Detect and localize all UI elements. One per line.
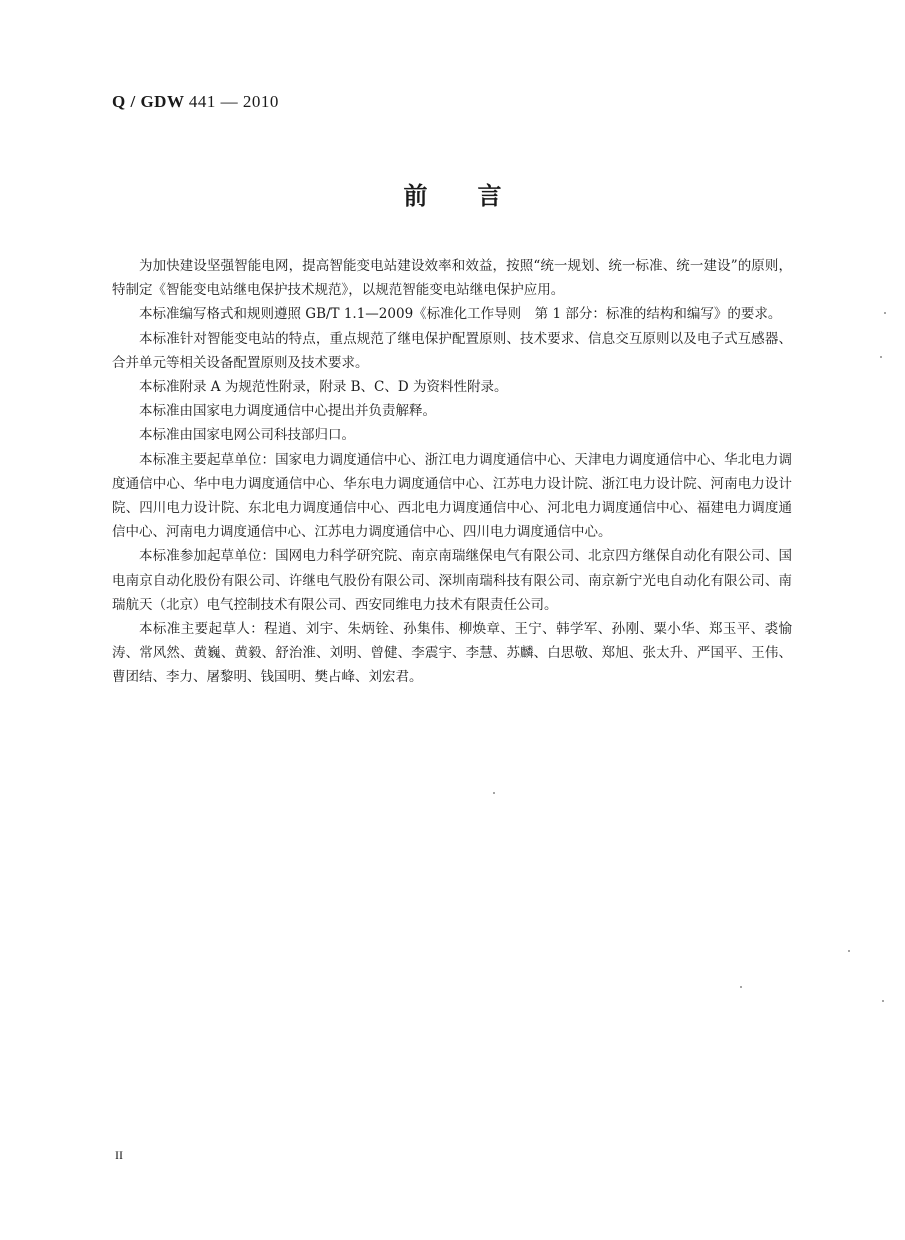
paragraph-management: 本标准由国家电网公司科技部归口。 xyxy=(139,427,355,444)
page-number: II xyxy=(115,1148,123,1162)
paragraph-annex: 本标准附录 A 为规范性附录，附录 B、C、D 为资料性附录。 xyxy=(139,379,508,396)
scan-speck xyxy=(882,1000,884,1002)
standard-code-prefix: Q / GDW xyxy=(112,92,185,111)
foreword-body xyxy=(112,254,792,690)
page-title: 前言 xyxy=(403,182,552,210)
scan-speck xyxy=(493,792,495,794)
paragraph-participating-drafters: 本标准参加起草单位：国网电力科学研究院、南京南瑞继保电气有限公司、北京四方继保自动化有限公司、国电南京自动化股份有限公司、许继电气股份有限公司、深圳南瑞科技有限公司、南京新宁光电自动化有限公司、南瑞航天（北京）电气控制技术有限公司、西安同维电力技术有限责任公司。 xyxy=(112,548,792,613)
paragraph-scope: 本标准针对智能变电站的特点，重点规范了继电保护配置原则、技术要求、信息交互原则以及电子式互感器、合并单元等相关设备配置原则及技术要求。 xyxy=(112,330,792,371)
scan-speck xyxy=(880,356,882,358)
paragraph-format: 本标准编写格式和规则遵照 GB/T 1.1—2009《标准化工作导则 第 1 部分：标准的结构和编写》的要求。 xyxy=(139,306,782,323)
scan-speck xyxy=(884,312,886,314)
scan-speck xyxy=(848,950,850,952)
paragraph-purpose: 为加快建设坚强智能电网，提高智能变电站建设效率和效益，按照“统一规划、统一标准、统一建设”的原则，特制定《智能变电站继电保护技术规范》，以规范智能变电站继电保护应用。 xyxy=(112,258,792,299)
paragraph-proposer: 本标准由国家电力调度通信中心提出并负责解释。 xyxy=(139,403,436,420)
standard-code-number: 441 — 2010 xyxy=(188,92,279,111)
paragraph-drafting-persons: 本标准主要起草人：程逍、刘宇、朱炳铨、孙集伟、柳焕章、王宁、韩学军、孙刚、粟小华、郑玉平、裘愉涛、常风然、黄巍、黄毅、舒治淮、刘明、曾健、李震宇、李慧、苏麟、白思敬、郑旭、张太升、严国平、王伟、曹团结、李力、屠黎明、钱国明、樊占峰、刘宏君。 xyxy=(112,621,792,686)
scan-speck xyxy=(740,986,742,988)
paragraph-main-drafters: 本标准主要起草单位：国家电力调度通信中心、浙江电力调度通信中心、天津电力调度通信中心、华北电力调度通信中心、华中电力调度通信中心、华东电力调度通信中心、江苏电力设计院、浙江电力设计院、河南电力设计院、四川电力设计院、东北电力调度通信中心、西北电力调度通信中心、河北电力调度通信中心、福建电力调度通信中心、河南电力调度通信中心、江苏电力调度通信中心、四川电力调度通信中心。 xyxy=(112,451,792,541)
standard-code xyxy=(112,92,279,112)
